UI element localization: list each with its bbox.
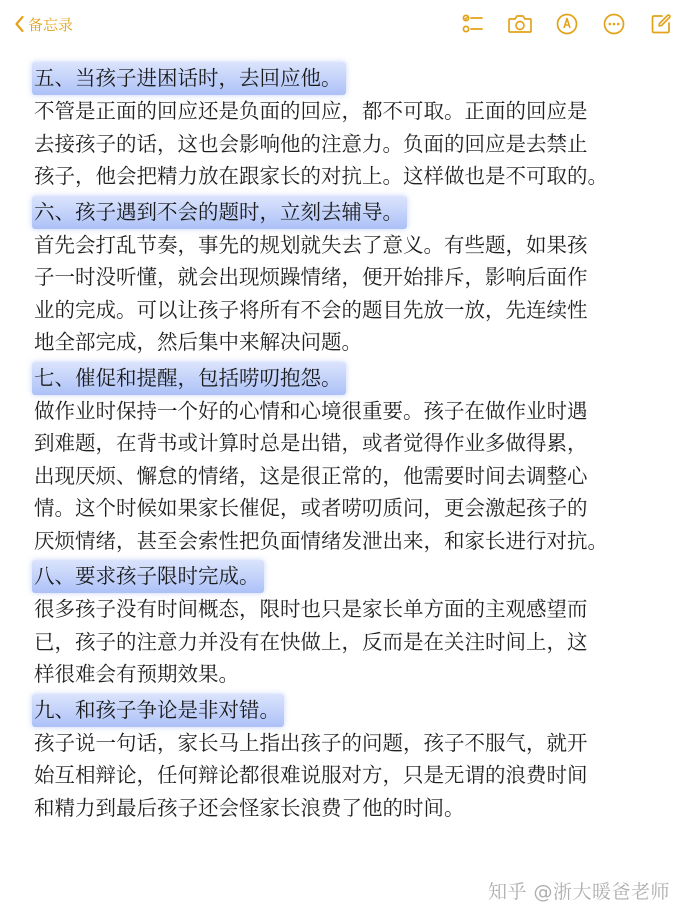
section-6 — [34, 196, 674, 359]
section-9 — [34, 694, 674, 825]
paragraph-line: 样很难会有预期效果。 — [34, 662, 239, 686]
markup-button[interactable] — [554, 11, 580, 37]
paragraph-line: 首先会打乱节奏，事先的规划就失去了意义。有些题，如果孩 — [34, 232, 588, 257]
camera-icon — [507, 13, 533, 35]
paragraph-line: 业的完成。可以让孩子将所有不会的题目先放一放，先连续性 — [34, 297, 588, 322]
paragraph-line: 厌烦情绪，甚至会索性把负面情绪发泄出来，和家长进行对抗。 — [34, 528, 608, 553]
checklist-button[interactable] — [460, 11, 486, 37]
paragraph-line: 情。这个时候如果家长催促，或者唠叨质问，更会激起孩子的 — [34, 496, 588, 520]
section-7 — [34, 362, 674, 558]
section-paragraph — [34, 395, 674, 558]
paragraph-line: 到难题，在背书或计算时总是出错，或者觉得作业多做得累， — [34, 431, 588, 455]
section-paragraph — [34, 95, 674, 193]
paragraph-line: 和精力到最后孩子还会怪家长浪费了他的时间。 — [34, 795, 465, 820]
paragraph-line: 始互相辩论，任何辩论都很难说服对方，只是无谓的浪费时间 — [34, 763, 588, 787]
watermark: 知乎 @浙大暖爸老师 — [487, 881, 670, 903]
more-button[interactable] — [601, 11, 627, 37]
section-heading: 九、和孩子争论是非对错。 — [32, 694, 284, 727]
paragraph-line: 出现厌烦、懈怠的情绪，这是很正常的，他需要时间去调整心 — [34, 463, 588, 488]
paragraph-line: 很多孩子没有时间概态，限时也只是家长单方面的主观感望而 — [34, 597, 588, 621]
paragraph-line: 孩子说一句话，家长马上指出孩子的问题，孩子不服气，就开 — [34, 730, 588, 755]
back-label: 备忘录 — [28, 15, 74, 34]
back-chevron-icon — [14, 15, 25, 33]
paragraph-line: 不管是正面的回应还是负面的回应，都不可取。正面的回应是 — [34, 99, 588, 123]
compose-button[interactable] — [648, 11, 674, 37]
back-button[interactable] — [14, 12, 73, 36]
section-paragraph — [34, 727, 674, 825]
section-paragraph — [34, 593, 674, 691]
paragraph-line: 去接孩子的话，这也会影响他的注意力。负面的回应是去禁止 — [34, 131, 588, 156]
camera-button[interactable] — [507, 11, 533, 37]
section-paragraph — [34, 229, 674, 359]
paragraph-line: 子一时没听懂，就会出现烦躁情绪，便开始排斥，影响后面作 — [34, 265, 588, 289]
section-heading: 七、催促和提醒，包括唠叨抱怨。 — [32, 362, 346, 395]
section-heading: 八、要求孩子限时完成。 — [32, 560, 264, 593]
compose-icon — [649, 12, 673, 36]
checklist-icon — [461, 12, 485, 36]
section-5 — [34, 62, 674, 193]
section-8 — [34, 560, 674, 691]
more-icon — [602, 12, 626, 36]
toolbar-actions — [460, 11, 674, 37]
paragraph-line: 已，孩子的注意力并没有在快做上，反而是在关注时间上，这 — [34, 629, 588, 654]
section-heading: 六、孩子遇到不会的题时，立刻去辅导。 — [32, 196, 407, 229]
paragraph-line: 孩子，他会把精力放在跟家长的对抗上。这样做也是不可取的。 — [34, 164, 608, 188]
markup-pen-icon — [555, 12, 579, 36]
note-body[interactable] — [34, 62, 674, 827]
notes-toolbar — [0, 0, 690, 50]
section-heading: 五、当孩子进困话时，去回应他。 — [32, 62, 346, 95]
paragraph-line: 做作业时保持一个好的心情和心境很重要。孩子在做作业时遇 — [34, 398, 588, 423]
paragraph-line: 地全部完成，然后集中来解决问题。 — [34, 330, 362, 354]
